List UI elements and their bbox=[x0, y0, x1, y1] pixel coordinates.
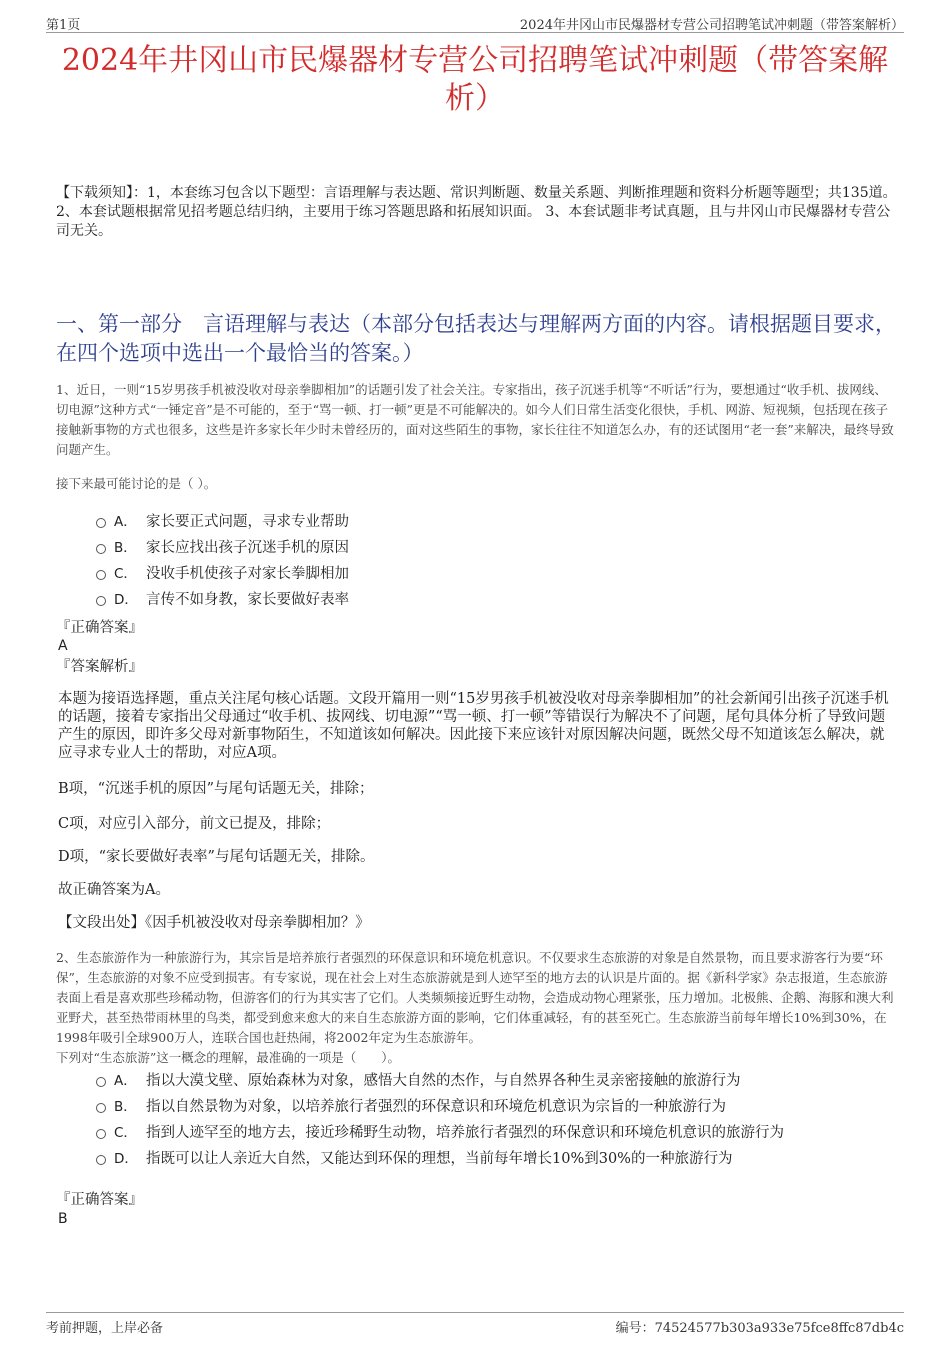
radio-icon[interactable] bbox=[96, 1077, 106, 1087]
q1-answer: A bbox=[58, 638, 68, 654]
download-notice: 【下载须知】：1，本套练习包含以下题型：言语理解与表达题、常识判断题、数量关系题、判断推理题和资料分析题等题型；共135道。 2、本套试题根据常见招考题总结归纳，主要用于练习答题思路和拓展知识面。 3、本套试题非考试真题，且与井冈山市民爆器材专营公司无关。 bbox=[56, 185, 897, 239]
radio-icon[interactable] bbox=[96, 570, 106, 580]
radio-icon[interactable] bbox=[96, 518, 106, 528]
question-1-stem: 1、近日，一则“15岁男孩手机被没收对母亲拳脚相加”的话题引发了社会关注。专家指出，孩子沉迷手机等“不听话”行为，要想通过“收手机、拔网线、切电源”这种方式“一锤定音”是不可能的，至于“骂一顿、打一顿”更是不可能解决的。如今人们日常生活变化很快，手机、网游、短视频，包括现在孩子接触新事物的方式也很多，这些是许多家长年少时未曾经历的，面对这些陌生的事物，家长往往不知道怎么办，有的还试图用“老一套”来解决，最终导致问题产生。 bbox=[56, 382, 894, 457]
section-title: 一、第一部分 言语理解与表达（本部分包括表达与理解两方面的内容。请根据题目要求，在四个选项中选出一个最恰当的答案。） bbox=[56, 312, 896, 365]
q1-analysis: 本题为接语选择题，重点关注尾句核心话题。文段开篇用一则“15岁男孩手机被没收对母亲拳脚相加”的社会新闻引出孩子沉迷手机的话题，接着专家指出父母通过“收手机、拔网线、切电源”“骂一顿、打一顿”等错误行为解决不了问题，尾句具体分析了导致问题产生的原因，即许多父母对新事物陌生，不知道该如何解决。因此接下来应该针对原因解决问题，既然父母不知道该怎么解决，就应寻求专业人士的帮助，对应A项。 bbox=[58, 691, 889, 761]
page-header bbox=[46, 12, 904, 33]
footer-doc-id: 编号：74524577b303a933e75fce8ffc87db4c bbox=[615, 1321, 904, 1336]
footer-slogan: 考前押题，上岸必备 bbox=[46, 1321, 164, 1336]
q1-analysis-label: 『答案解析』 bbox=[56, 659, 143, 675]
q1-answer-label: 『正确答案』 bbox=[56, 620, 143, 636]
q1-option-d[interactable]: D． 言传不如身教，家长要做好表率 bbox=[96, 590, 349, 610]
q1-option-b[interactable]: B． 家长应找出孩子沉迷手机的原因 bbox=[96, 538, 349, 558]
q1-note-b: B项，“沉迷手机的原因”与尾句话题无关，排除； bbox=[58, 781, 374, 797]
q2-answer: B bbox=[58, 1211, 68, 1227]
q2-option-b[interactable]: B． 指以自然景物为对象，以培养旅行者强烈的环保意识和环境危机意识为宗旨的一种旅游行为 bbox=[96, 1097, 726, 1117]
radio-icon[interactable] bbox=[96, 1129, 106, 1139]
q2-option-a[interactable]: A． 指以大漠戈壁、原始森林为对象，感悟大自然的杰作，与自然界各种生灵亲密接触的旅游行为 bbox=[96, 1071, 741, 1091]
q1-note-d: D项，“家长要做好表率”与尾句话题无关，排除。 bbox=[58, 849, 375, 865]
page-number: 第1页 bbox=[46, 18, 81, 33]
q1-conclusion: 故正确答案为A。 bbox=[58, 882, 170, 898]
header-doc-title: 2024年井冈山市民爆器材专营公司招聘笔试冲刺题（带答案解析） bbox=[519, 18, 904, 33]
radio-icon[interactable] bbox=[96, 544, 106, 554]
q2-option-c[interactable]: C． 指到人迹罕至的地方去，接近珍稀野生动物，培养旅行者强烈的环保意识和环境危机意识的旅游行为 bbox=[96, 1123, 784, 1143]
question-1-prompt: 接下来最可能讨论的是（ ）。 bbox=[56, 476, 217, 491]
q1-option-a[interactable]: A． 家长要正式问题，寻求专业帮助 bbox=[96, 512, 349, 532]
radio-icon[interactable] bbox=[96, 1103, 106, 1113]
q2-answer-label: 『正确答案』 bbox=[56, 1192, 143, 1208]
radio-icon[interactable] bbox=[96, 1155, 106, 1165]
q1-option-c[interactable]: C． 没收手机使孩子对家长拳脚相加 bbox=[96, 564, 349, 584]
document-title: 2024年井冈山市民爆器材专营公司招聘笔试冲刺题（带答案解析） bbox=[61, 43, 889, 116]
page-footer bbox=[46, 1312, 904, 1336]
radio-icon[interactable] bbox=[96, 596, 106, 606]
question-2-stem: 2、生态旅游作为一种旅游行为，其宗旨是培养旅行者强烈的环保意识和环境危机意识。不仅要求生态旅游的对象是自然景物，而且要求游客行为要“环保”，生态旅游的对象不应受到损害。有专家说，现在社会上对生态旅游就是到人迹罕至的地方去的认识是片面的。据《新科学家》杂志报道，生态旅游表面上看是喜欢那些珍稀动物，但游客们的行为其实害了它们。人类频频接近野生动物，会造成动物心理紧张，压力增加。北极熊、企鹅、海豚和澳大利亚野犬，甚至热带雨林里的鸟类，都受到愈来愈大的来自生态旅游方面的影响，它们体重减轻，有的甚至死亡。生态旅游当前每年增长10%到30%，在1998年吸引全球900万人，连联合国也赶热闹，将2002年定为生态旅游年。 bbox=[56, 950, 894, 1045]
q2-option-d[interactable]: D． 指既可以让人亲近大自然，又能达到环保的理想，当前每年增长10%到30%的一种旅游行为 bbox=[96, 1149, 732, 1169]
q1-note-c: C项，对应引入部分，前文已提及，排除； bbox=[58, 816, 331, 832]
question-2-prompt: 下列对“生态旅游”这一概念的理解，最准确的一项是（ ）。 bbox=[56, 1050, 401, 1065]
q1-source: 【文段出处】《因手机被没收对母亲拳脚相加？》 bbox=[58, 915, 370, 931]
